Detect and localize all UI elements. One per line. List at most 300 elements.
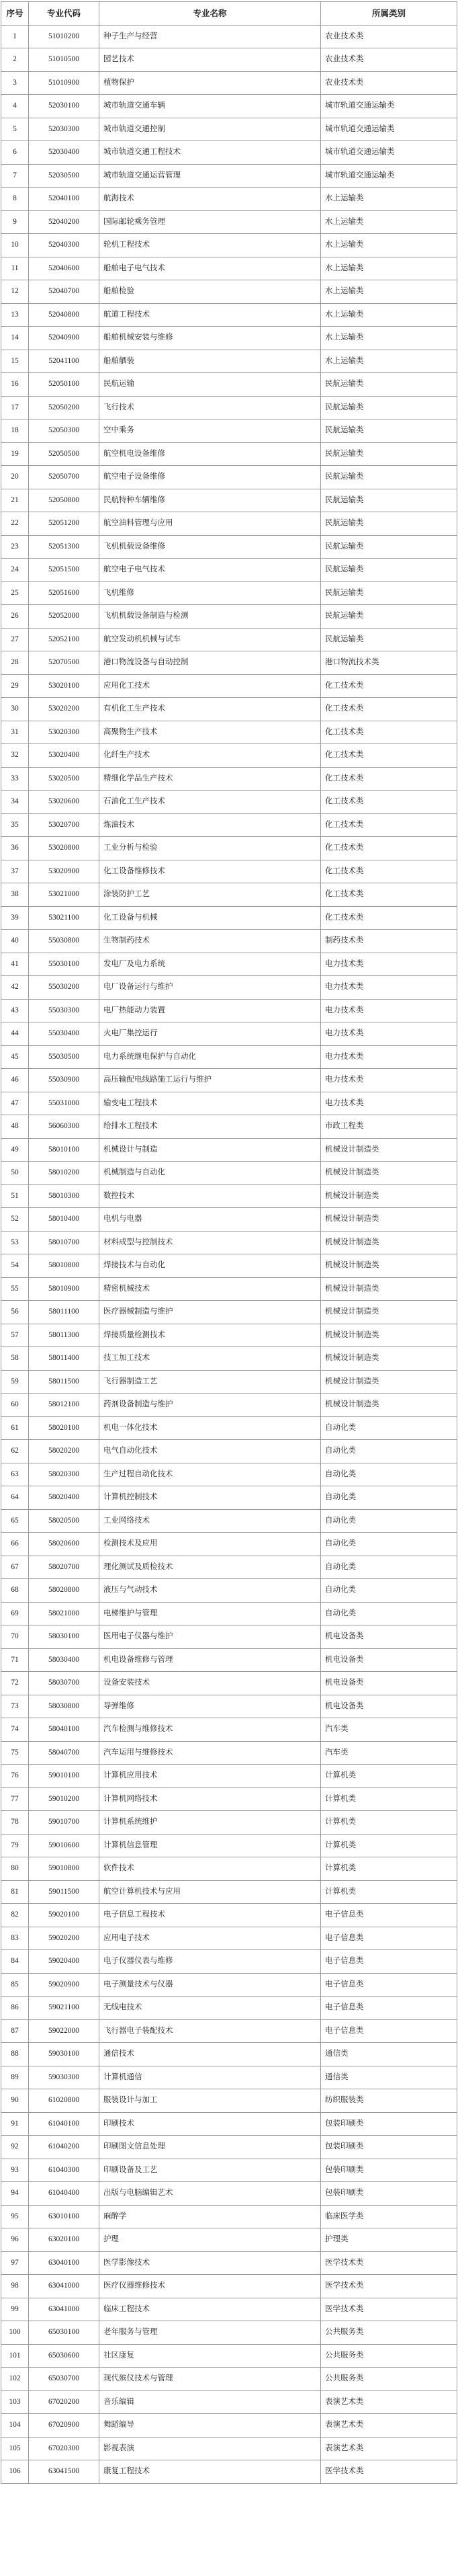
major-code: 58011400 [29,1347,99,1371]
major-category: 机电设备类 [321,1625,457,1649]
major-code: 58040700 [29,1741,99,1765]
major-name: 机电设备维修与管理 [99,1648,321,1672]
table-row [1,118,457,141]
row-index: 25 [1,581,29,605]
major-category: 农业技术类 [321,25,457,48]
major-name: 生产过程自动化技术 [99,1463,321,1486]
major-category: 化工技术类 [321,791,457,814]
table-row [1,1208,457,1232]
major-name: 汽车检测与维修技术 [99,1718,321,1742]
major-category: 汽车类 [321,1718,457,1742]
major-category: 化工技术类 [321,906,457,930]
major-category: 城市轨道交通运输类 [321,118,457,141]
major-category: 化工技术类 [321,767,457,791]
major-code: 58020800 [29,1579,99,1603]
table-row [1,1787,457,1811]
table-row [1,1069,457,1092]
table-row [1,1811,457,1835]
table-row [1,674,457,698]
major-code: 58011300 [29,1324,99,1347]
major-code: 55030200 [29,976,99,1000]
row-index: 71 [1,1648,29,1672]
major-name: 电子仪器仪表与维修 [99,1950,321,1974]
row-index: 17 [1,396,29,419]
row-index: 79 [1,1834,29,1857]
major-code: 53020700 [29,813,99,837]
table-row [1,141,457,165]
row-index: 30 [1,698,29,721]
table-row [1,1950,457,1974]
row-index: 12 [1,280,29,304]
table-row [1,188,457,211]
row-index: 20 [1,466,29,489]
major-name: 服装设计与加工 [99,2089,321,2113]
row-index: 55 [1,1277,29,1301]
major-category: 机械设计制造类 [321,1324,457,1347]
major-category: 化工技术类 [321,837,457,860]
major-code: 53020200 [29,698,99,721]
major-category: 电力技术类 [321,953,457,976]
row-index: 103 [1,2390,29,2414]
row-index: 58 [1,1347,29,1371]
major-code: 58020700 [29,1556,99,1579]
major-code: 58011500 [29,1370,99,1394]
major-category: 化工技术类 [321,860,457,883]
major-name: 植物保护 [99,71,321,95]
row-index: 9 [1,210,29,234]
major-code: 51010200 [29,25,99,48]
major-name: 通信技术 [99,2043,321,2066]
major-category: 化工技术类 [321,744,457,768]
major-name: 精密机械技术 [99,1277,321,1301]
major-category: 电力技术类 [321,999,457,1022]
major-name: 数控技术 [99,1184,321,1208]
row-index: 69 [1,1602,29,1625]
major-code: 52030400 [29,141,99,165]
major-code: 53020800 [29,837,99,860]
major-name: 涂装防护工艺 [99,883,321,907]
major-category: 水上运输类 [321,327,457,350]
major-category: 民航运输类 [321,373,457,397]
table-row [1,234,457,257]
major-name: 石油化工生产技术 [99,791,321,814]
table-row [1,257,457,280]
major-code: 52030500 [29,164,99,188]
row-index: 104 [1,2414,29,2438]
table-row [1,25,457,48]
major-name: 化工设备与机械 [99,906,321,930]
major-name: 船舶检验 [99,280,321,304]
major-code: 58020200 [29,1440,99,1463]
table-row [1,2205,457,2228]
major-code: 58040100 [29,1718,99,1742]
major-name: 现代殡仪技术与管理 [99,2368,321,2391]
major-name: 药剂设备制造与维护 [99,1394,321,1417]
major-category: 机电设备类 [321,1672,457,1695]
row-index: 82 [1,1904,29,1927]
table-row [1,1997,457,2020]
major-code: 58020300 [29,1463,99,1486]
table-row [1,1973,457,1997]
major-code: 59010100 [29,1765,99,1788]
table-row [1,1092,457,1115]
row-index: 1 [1,25,29,48]
major-category: 水上运输类 [321,257,457,280]
major-name: 高聚物生产技术 [99,721,321,744]
table-row [1,1162,457,1185]
table-row [1,2159,457,2182]
major-name: 给排水工程技术 [99,1115,321,1139]
major-name: 康复工程技术 [99,2460,321,2484]
major-code: 52040600 [29,257,99,280]
major-code: 53020300 [29,721,99,744]
table-row [1,721,457,744]
row-index: 42 [1,976,29,1000]
table-row [1,1115,457,1139]
row-index: 45 [1,1045,29,1069]
major-code: 52030100 [29,95,99,118]
row-index: 19 [1,442,29,466]
major-name: 印刷技术 [99,2112,321,2136]
major-category: 化工技术类 [321,721,457,744]
table-row [1,1022,457,1046]
major-name: 园艺技术 [99,48,321,72]
row-index: 11 [1,257,29,280]
table-row [1,2275,457,2298]
table-row [1,1556,457,1579]
row-index: 14 [1,327,29,350]
major-category: 电力技术类 [321,1069,457,1092]
row-index: 54 [1,1254,29,1278]
major-name: 材料成型与控制技术 [99,1231,321,1254]
major-name: 机械制造与自动化 [99,1162,321,1185]
major-code: 65030700 [29,2368,99,2391]
header-category: 所属类别 [321,2,457,26]
table-row [1,976,457,1000]
major-category: 化工技术类 [321,674,457,698]
major-name: 汽车运用与维修技术 [99,1741,321,1765]
major-name: 工业网络技术 [99,1509,321,1533]
table-row [1,1927,457,1950]
table-row [1,1324,457,1347]
major-code: 52040700 [29,280,99,304]
table-row [1,2043,457,2066]
major-category: 民航运输类 [321,419,457,443]
major-name: 设备安装技术 [99,1672,321,1695]
major-code: 58021000 [29,1602,99,1625]
table-row [1,1533,457,1556]
major-category: 化工技术类 [321,883,457,907]
major-code: 52052000 [29,605,99,629]
table-row [1,2437,457,2460]
major-name: 检测技术及应用 [99,1533,321,1556]
row-index: 86 [1,1997,29,2020]
table-row [1,1463,457,1486]
major-name: 城市轨道交通车辆 [99,95,321,118]
major-name: 民航特种车辆维修 [99,489,321,512]
row-index: 84 [1,1950,29,1974]
major-category: 公共服务类 [321,2344,457,2368]
table-row [1,2368,457,2391]
row-index: 37 [1,860,29,883]
major-name: 电机与电器 [99,1208,321,1232]
major-code: 63041500 [29,2460,99,2484]
major-category: 包装印刷类 [321,2182,457,2206]
major-code: 63041000 [29,2298,99,2321]
major-name: 船舶舾装 [99,350,321,373]
row-index: 8 [1,188,29,211]
major-category: 包装印刷类 [321,2136,457,2159]
major-name: 技工加工技术 [99,1347,321,1371]
row-index: 63 [1,1463,29,1486]
major-name: 机械设计与制造 [99,1138,321,1162]
major-category: 护理类 [321,2228,457,2252]
row-index: 2 [1,48,29,72]
major-name: 航空计算机技术与应用 [99,1880,321,1904]
table-row [1,48,457,72]
major-code: 59010200 [29,1787,99,1811]
major-code: 61020800 [29,2089,99,2113]
row-index: 65 [1,1509,29,1533]
major-name: 航空电子设备维修 [99,466,321,489]
major-code: 58020100 [29,1416,99,1440]
major-name: 飞机机载设备维修 [99,535,321,559]
row-index: 46 [1,1069,29,1092]
table-row [1,581,457,605]
major-category: 电子信息类 [321,1950,457,1974]
row-index: 35 [1,813,29,837]
row-index: 100 [1,2321,29,2345]
major-category: 水上运输类 [321,303,457,327]
table-row [1,1904,457,1927]
row-index: 64 [1,1486,29,1510]
major-category: 医学技术类 [321,2251,457,2275]
table-row [1,280,457,304]
row-index: 47 [1,1092,29,1115]
major-code: 59030100 [29,2043,99,2066]
major-name: 软件技术 [99,1857,321,1881]
major-category: 计算机类 [321,1857,457,1881]
major-name: 化纤生产技术 [99,744,321,768]
row-index: 81 [1,1880,29,1904]
major-code: 58020500 [29,1509,99,1533]
major-name: 电厂设备运行与维护 [99,976,321,1000]
table-row [1,2460,457,2484]
table-row [1,1741,457,1765]
major-code: 52040200 [29,210,99,234]
major-name: 应用电子技术 [99,1927,321,1950]
major-name: 空中乘务 [99,419,321,443]
table-row [1,860,457,883]
major-code: 58020400 [29,1486,99,1510]
major-name: 焊接技术与自动化 [99,1254,321,1278]
table-row [1,1602,457,1625]
major-name: 电子测量技术与仪器 [99,1973,321,1997]
major-code: 55030400 [29,1022,99,1046]
table-row [1,1301,457,1324]
table-row [1,837,457,860]
major-code: 58010100 [29,1138,99,1162]
major-name: 印刷设备及工艺 [99,2159,321,2182]
major-code: 53020600 [29,791,99,814]
table-row [1,1277,457,1301]
table-row [1,1509,457,1533]
major-code: 61040200 [29,2136,99,2159]
major-code: 59010700 [29,1811,99,1835]
major-code: 63020100 [29,2228,99,2252]
row-index: 44 [1,1022,29,1046]
table-row [1,791,457,814]
major-code: 53020400 [29,744,99,768]
row-index: 92 [1,2136,29,2159]
major-category: 水上运输类 [321,188,457,211]
major-code: 51010500 [29,48,99,72]
major-category: 自动化类 [321,1509,457,1533]
row-index: 31 [1,721,29,744]
row-index: 53 [1,1231,29,1254]
major-category: 电力技术类 [321,1092,457,1115]
row-index: 97 [1,2251,29,2275]
major-category: 计算机类 [321,1787,457,1811]
major-code: 52051600 [29,581,99,605]
major-category: 电子信息类 [321,1904,457,1927]
major-code: 59030300 [29,2066,99,2089]
major-name: 印刷图文信息处理 [99,2136,321,2159]
row-index: 94 [1,2182,29,2206]
major-code: 58010400 [29,1208,99,1232]
row-index: 62 [1,1440,29,1463]
major-category: 民航运输类 [321,535,457,559]
major-code: 61040300 [29,2159,99,2182]
major-code: 52040800 [29,303,99,327]
major-category: 公共服务类 [321,2368,457,2391]
major-category: 通信类 [321,2066,457,2089]
table-row [1,2089,457,2113]
row-index: 61 [1,1416,29,1440]
major-name: 应用化工技术 [99,674,321,698]
major-category: 自动化类 [321,1556,457,1579]
row-index: 75 [1,1741,29,1765]
major-code: 63041000 [29,2275,99,2298]
major-code: 55031000 [29,1092,99,1115]
major-code: 59021100 [29,1997,99,2020]
table-row [1,1138,457,1162]
major-category: 电子信息类 [321,1997,457,2020]
row-index: 38 [1,883,29,907]
major-name: 液压与气动技术 [99,1579,321,1603]
major-category: 民航运输类 [321,559,457,582]
table-header-row [1,2,457,26]
major-code: 52050700 [29,466,99,489]
table-row [1,1184,457,1208]
major-category: 民航运输类 [321,512,457,536]
row-index: 56 [1,1301,29,1324]
major-category: 自动化类 [321,1602,457,1625]
major-name: 飞机维修 [99,581,321,605]
major-code: 59010800 [29,1857,99,1881]
major-category: 电力技术类 [321,976,457,1000]
major-name: 飞机机载设备制造与检测 [99,605,321,629]
major-category: 自动化类 [321,1440,457,1463]
table-row [1,327,457,350]
major-category: 水上运输类 [321,280,457,304]
major-category: 港口物流技术类 [321,651,457,675]
row-index: 7 [1,164,29,188]
major-name: 影视表演 [99,2437,321,2460]
major-category: 民航运输类 [321,466,457,489]
table-row [1,535,457,559]
table-row [1,906,457,930]
major-name: 临床工程技术 [99,2298,321,2321]
major-code: 52051500 [29,559,99,582]
major-code: 59020900 [29,1973,99,1997]
major-code: 52040900 [29,327,99,350]
row-index: 96 [1,2228,29,2252]
major-name: 电力系统继电保护与自动化 [99,1045,321,1069]
major-code: 52050500 [29,442,99,466]
table-row [1,1579,457,1603]
header-major-name: 专业名称 [99,2,321,26]
major-code: 52041100 [29,350,99,373]
major-code: 52030300 [29,118,99,141]
major-category: 机械设计制造类 [321,1301,457,1324]
row-index: 26 [1,605,29,629]
major-code: 59011500 [29,1880,99,1904]
major-code: 59020400 [29,1950,99,1974]
major-name: 计算机通信 [99,2066,321,2089]
major-category: 市政工程类 [321,1115,457,1139]
major-code: 67020200 [29,2390,99,2414]
row-index: 5 [1,118,29,141]
table-row [1,466,457,489]
row-index: 21 [1,489,29,512]
major-name: 国际邮轮乘务管理 [99,210,321,234]
major-name: 航空发动机机械与试车 [99,628,321,651]
major-code: 55030900 [29,1069,99,1092]
table-row [1,1347,457,1371]
major-name: 种子生产与经营 [99,25,321,48]
major-code: 59020100 [29,1904,99,1927]
major-code: 52070500 [29,651,99,675]
table-row [1,350,457,373]
row-index: 28 [1,651,29,675]
major-name: 电气自动化技术 [99,1440,321,1463]
major-category: 机电设备类 [321,1695,457,1718]
row-index: 72 [1,1672,29,1695]
major-category: 医学技术类 [321,2275,457,2298]
header-index: 序号 [1,2,29,26]
row-index: 59 [1,1370,29,1394]
major-category: 制药技术类 [321,930,457,953]
table-row [1,1625,457,1649]
major-code: 53021100 [29,906,99,930]
row-index: 89 [1,2066,29,2089]
row-index: 88 [1,2043,29,2066]
row-index: 43 [1,999,29,1022]
major-category: 机械设计制造类 [321,1138,457,1162]
table-row [1,953,457,976]
major-category: 自动化类 [321,1533,457,1556]
row-index: 66 [1,1533,29,1556]
row-index: 51 [1,1184,29,1208]
row-index: 93 [1,2159,29,2182]
major-category: 城市轨道交通运输类 [321,95,457,118]
row-index: 98 [1,2275,29,2298]
major-category: 城市轨道交通运输类 [321,141,457,165]
row-index: 10 [1,234,29,257]
major-name: 老年服务与管理 [99,2321,321,2345]
major-category: 机械设计制造类 [321,1277,457,1301]
